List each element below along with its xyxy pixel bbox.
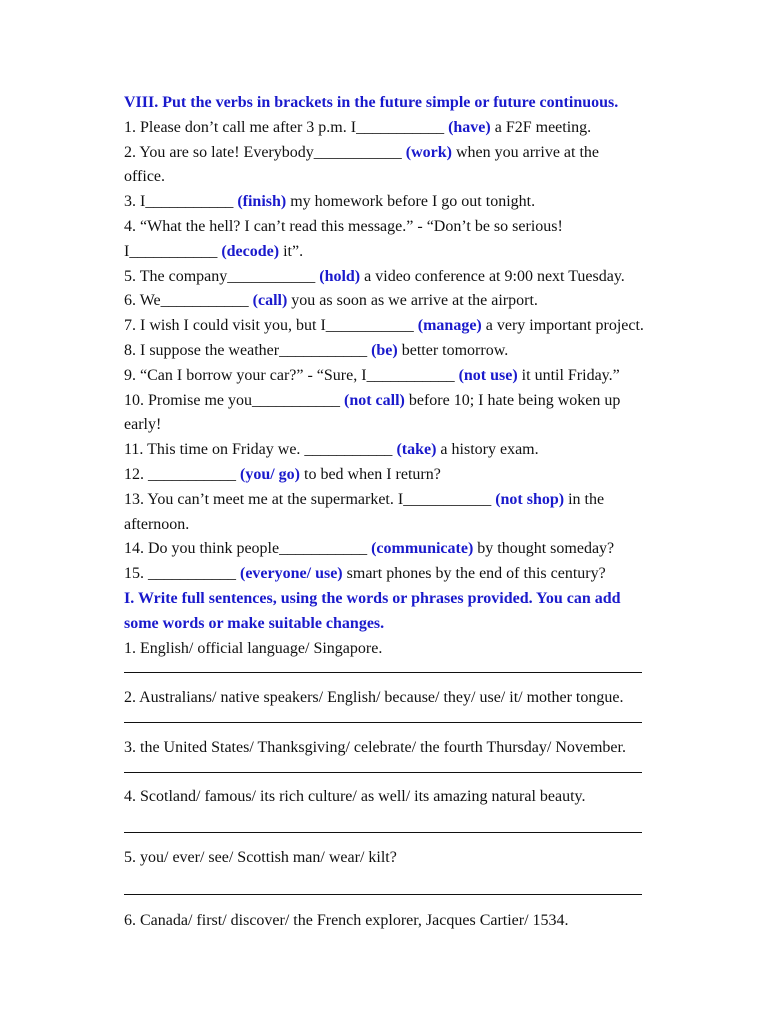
item-text: smart phones by the end of this century? — [342, 565, 606, 583]
item-text: it until Friday.” — [517, 366, 620, 384]
item-text: by thought someday? — [473, 540, 615, 558]
exercise-item-2-continued: office. — [124, 168, 166, 186]
item-text: 3. I___________ — [124, 193, 238, 211]
item-text: you as soon as we arrive at the airport. — [287, 292, 538, 310]
verb-hint: (be) — [371, 341, 398, 359]
item-text: 2. You are so late! Everybody___________ — [124, 143, 406, 161]
sentence-prompt-4: 4. Scotland/ famous/ its rich culture/ as well/ its amazing natural beauty. — [124, 788, 586, 806]
item-text: it”. — [279, 242, 304, 260]
exercise-item-10-continued: early! — [124, 416, 162, 434]
worksheet-content — [124, 91, 724, 934]
section-i-heading: I. Write full sentences, using the words or phrases provided. You can add — [124, 589, 621, 607]
sentence-prompt-6: 6. Canada/ first/ discover/ the French explorer, Jacques Cartier/ 1534. — [124, 911, 569, 929]
item-text: before 10; I hate being woken up — [404, 391, 621, 409]
verb-hint: (finish) — [237, 193, 287, 211]
section-viii-heading: VIII. Put the verbs in brackets in the future simple or future continuous. — [124, 94, 619, 111]
item-text: to bed when I return? — [300, 465, 441, 483]
exercise-item-14 — [124, 537, 724, 562]
exercise-item-8 — [124, 339, 724, 364]
verb-hint: (manage) — [417, 317, 482, 335]
sentence-prompt-5: 5. you/ ever/ see/ Scottish man/ wear/ kilt? — [124, 849, 397, 867]
sentence-prompt-3: 3. the United States/ Thanksgiving/ celebrate/ the fourth Thursday/ November. — [124, 738, 626, 756]
verb-hint: (not use) — [458, 366, 518, 384]
verb-hint: (not call) — [344, 391, 405, 409]
answer-line-2[interactable] — [124, 711, 724, 736]
item-text: 13. You can’t meet me at the supermarket. I___________ — [124, 490, 496, 508]
exercise-item-13-continued: afternoon. — [124, 515, 190, 533]
item-text: 10. Promise me you___________ — [124, 391, 344, 409]
exercise-item-10 — [124, 389, 724, 414]
sentence-prompt-2: 2. Australians/ native speakers/ English/ because/ they/ use/ it/ mother tongue. — [124, 689, 624, 707]
answer-line-3[interactable] — [124, 761, 724, 786]
exercise-item-3 — [124, 190, 724, 215]
verb-hint: (hold) — [319, 267, 361, 285]
exercise-item-5 — [124, 265, 724, 290]
exercise-item-6 — [124, 289, 724, 314]
verb-hint: (call) — [252, 292, 288, 310]
exercise-item-4-continued — [124, 240, 724, 265]
verb-hint: (work) — [405, 143, 452, 161]
sentence-prompt-1: 1. English/ official language/ Singapore. — [124, 639, 383, 657]
item-text: a F2F meeting. — [490, 118, 592, 136]
verb-hint: (communicate) — [371, 540, 474, 558]
item-text: 5. The company___________ — [124, 267, 320, 285]
item-text: 1. Please don’t call me after 3 p.m. I___________ — [124, 118, 449, 136]
item-text: I___________ — [124, 242, 222, 260]
exercise-item-2 — [124, 141, 724, 166]
answer-line-4[interactable] — [124, 810, 724, 846]
verb-hint: (decode) — [221, 242, 280, 260]
exercise-item-1 — [124, 116, 724, 141]
exercise-item-11 — [124, 438, 724, 463]
item-text: 6. We___________ — [124, 292, 253, 310]
verb-hint: (not shop) — [495, 490, 565, 508]
item-text: a video conference at 9:00 next Tuesday. — [360, 267, 625, 285]
answer-line-5[interactable] — [124, 871, 724, 909]
exercise-item-9 — [124, 364, 724, 389]
item-text: in the — [564, 490, 605, 508]
exercise-item-15 — [124, 562, 724, 587]
item-text: a history exam. — [436, 441, 539, 459]
verb-hint: (have) — [448, 118, 491, 136]
item-text: 14. Do you think people___________ — [124, 540, 372, 558]
verb-hint: (you/ go) — [240, 465, 300, 483]
answer-line-1[interactable] — [124, 661, 724, 686]
verb-hint: (everyone/ use) — [240, 565, 343, 583]
item-text: my homework before I go out tonight. — [286, 193, 536, 211]
item-text: when you arrive at the — [451, 143, 600, 161]
exercise-item-7 — [124, 314, 724, 339]
item-text: 11. This time on Friday we. ___________ — [124, 441, 397, 459]
item-text: better tomorrow. — [397, 341, 509, 359]
verb-hint: (take) — [396, 441, 437, 459]
exercise-item-4: 4. “What the hell? I can’t read this message.” - “Don’t be so serious! — [124, 217, 563, 235]
item-text: 12. ___________ — [124, 465, 240, 483]
item-text: 9. “Can I borrow your car?” - “Sure, I___________ — [124, 366, 459, 384]
exercise-item-13 — [124, 488, 724, 513]
item-text: 7. I wish I could visit you, but I___________ — [124, 317, 418, 335]
item-text: 8. I suppose the weather___________ — [124, 341, 372, 359]
item-text: 15. ___________ — [124, 565, 240, 583]
item-text: a very important project. — [481, 317, 644, 335]
section-i-heading-continued: some words or make suitable changes. — [124, 614, 385, 632]
exercise-item-12 — [124, 463, 724, 488]
